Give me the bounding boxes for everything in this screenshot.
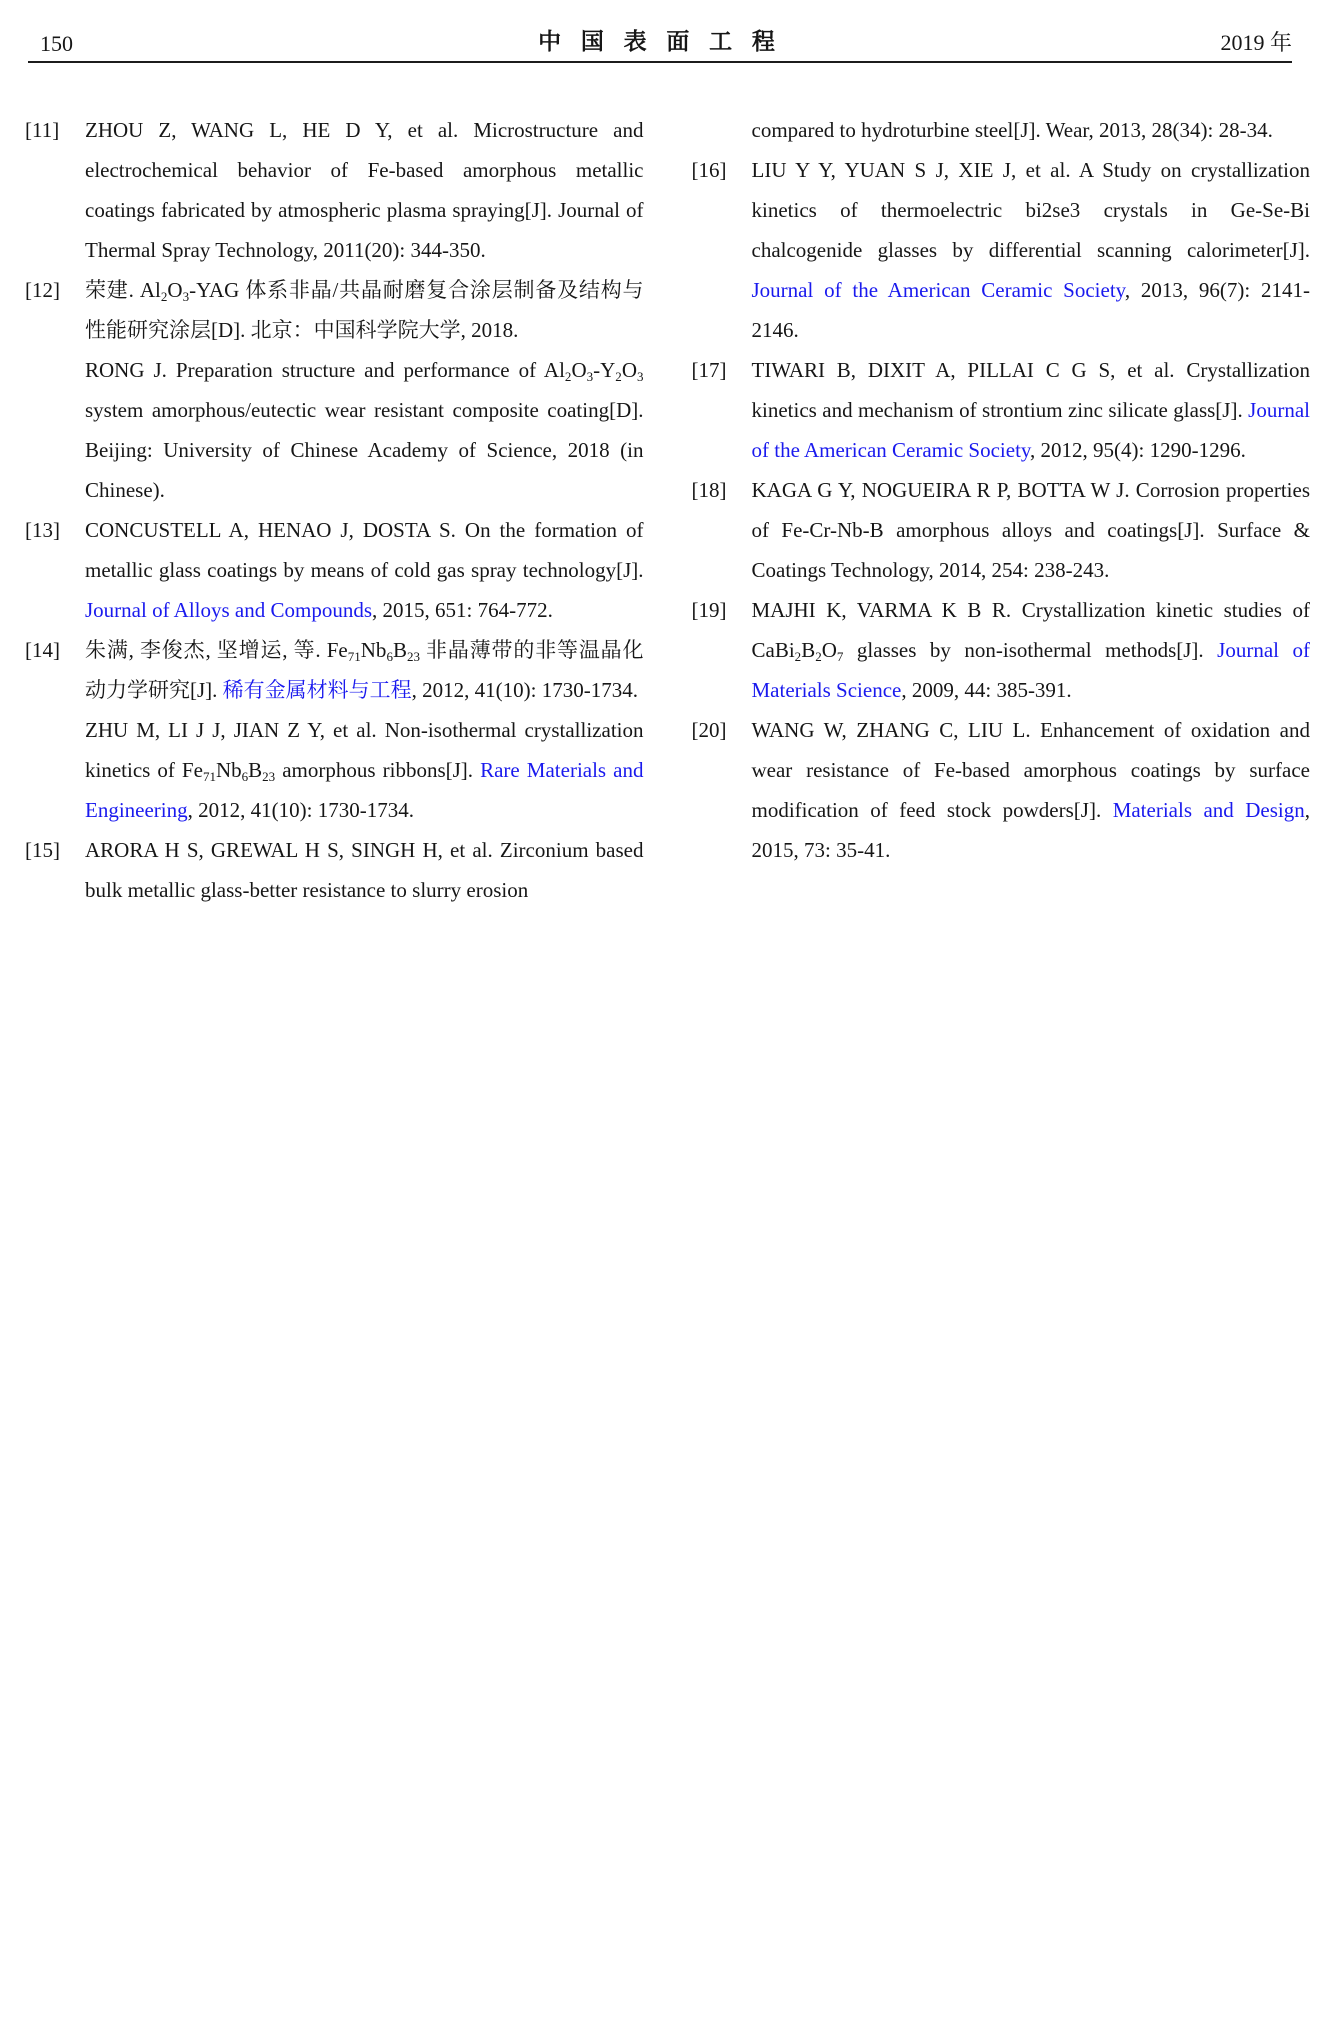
- references-column-right: [692, 110, 1311, 910]
- reference-text-run: system amorphous/eutectic wear resistant composite coating[D]. Beijing: University of Chinese Academy of Science, 2018 (in Chinese).: [85, 398, 644, 502]
- subscript-text: 3: [586, 368, 594, 384]
- reference-paragraph: [85, 710, 644, 830]
- reference-item: [692, 350, 1311, 470]
- reference-number: [19]: [691, 598, 727, 622]
- reference-paragraph: [85, 350, 644, 510]
- reference-text-run: WANG W, ZHANG C, LIU L. Enhancement of oxidation and wear resistance of Fe-based amorphous coatings by surface modification of feed stock powders[J].: [751, 718, 1310, 822]
- journal-link[interactable]: Materials and Design: [1112, 798, 1305, 822]
- reference-text-run: amorphous ribbons[J].: [275, 758, 481, 782]
- reference-body: [752, 350, 1311, 470]
- reference-body: [85, 830, 644, 910]
- journal-title: 中 国 表 面 工 程: [538, 29, 782, 54]
- reference-text-run: glasses by non-isothermal methods[J].: [843, 638, 1218, 662]
- reference-item: [692, 470, 1311, 590]
- reference-text-run: B: [248, 758, 263, 782]
- reference-paragraph: [752, 350, 1311, 470]
- references-section: [0, 63, 1330, 910]
- reference-number: [17]: [691, 358, 727, 382]
- reference-text-run: -Y: [593, 358, 616, 382]
- reference-text-run: 朱满, 李俊杰, 坚增运, 等. Fe: [85, 638, 348, 662]
- reference-text-run: Nb: [215, 758, 242, 782]
- reference-paragraph: [752, 150, 1311, 350]
- reference-body: [85, 630, 644, 830]
- reference-paragraph: [85, 270, 644, 350]
- publication-year: 2019 年: [1220, 30, 1292, 55]
- reference-text-run: MAJHI K, VARMA K B R. Crystallization kinetic studies of CaBi: [751, 598, 1310, 662]
- subscript-text: 71: [202, 768, 216, 784]
- reference-paragraph: [752, 710, 1311, 870]
- journal-link[interactable]: Journal of Materials Science: [751, 638, 1310, 702]
- reference-paragraph: [85, 630, 644, 710]
- reference-number: [18]: [691, 478, 727, 502]
- subscript-text: 23: [406, 648, 420, 664]
- subscript-text: 23: [262, 768, 276, 784]
- running-head: [28, 0, 1292, 63]
- reference-item: [25, 270, 644, 510]
- reference-item: [692, 150, 1311, 350]
- reference-text-run: RONG J. Preparation structure and performance of Al: [85, 358, 565, 382]
- reference-paragraph: [752, 470, 1311, 590]
- reference-text-run: O: [821, 638, 837, 662]
- subscript-text: 7: [836, 648, 844, 664]
- reference-item: [692, 710, 1311, 870]
- reference-text-run: ZHOU Z, WANG L, HE D Y, et al. Microstructure and electrochemical behavior of Fe-based amorphous metallic coatings fabricated by atmospheric plasma spraying[J]. Journal of Thermal Spray Technology, 2011(20): 344-350.: [85, 118, 644, 262]
- reference-text-run: LIU Y Y, YUAN S J, XIE J, et al. A Study on crystallization kinetics of thermoelectric bi2se3 crystals in Ge-Se-Bi chalcogenide glasses by differential scanning calorimeter[J].: [751, 158, 1310, 262]
- reference-item: [25, 630, 644, 830]
- reference-number: [692, 110, 752, 150]
- reference-number: [15]: [25, 838, 60, 862]
- page-number: 150: [40, 31, 73, 56]
- reference-text-run: B: [801, 638, 816, 662]
- reference-text-run: , 2012, 41(10): 1730-1734.: [187, 798, 414, 822]
- reference-item: [25, 510, 644, 630]
- journal-link[interactable]: Journal of the American Ceramic Society: [751, 398, 1310, 462]
- reference-item: [692, 110, 1311, 150]
- subscript-text: 3: [182, 288, 190, 304]
- reference-body: [85, 270, 644, 510]
- reference-text-run: O: [167, 278, 183, 302]
- reference-text-run: , 2012, 95(4): 1290-1296.: [1030, 438, 1246, 462]
- subscript-text: 2: [615, 368, 622, 384]
- reference-text-run: O: [571, 358, 587, 382]
- reference-text-run: , 2013, 96(7): 2141-2146.: [751, 278, 1310, 342]
- subscript-text: 6: [241, 768, 249, 784]
- reference-paragraph: [85, 110, 644, 270]
- journal-link[interactable]: 稀有金属材料与工程: [222, 678, 412, 702]
- journal-link[interactable]: Journal of Alloys and Compounds: [85, 598, 372, 622]
- reference-text-run: ZHU M, LI J J, JIAN Z Y, et al. Non-isothermal crystallization kinetics of Fe: [85, 718, 644, 782]
- reference-body: [85, 510, 644, 630]
- subscript-text: 2: [794, 648, 802, 664]
- reference-paragraph: [85, 510, 644, 630]
- subscript-text: 3: [636, 368, 644, 384]
- reference-text-run: O: [621, 358, 637, 382]
- reference-text-run: B: [392, 638, 407, 662]
- reference-number: [11]: [25, 118, 60, 142]
- reference-paragraph: [752, 110, 1311, 150]
- reference-body: [752, 590, 1311, 710]
- reference-text-run: 非晶薄带的非等温晶化动力学研究[J].: [85, 638, 644, 702]
- reference-text-run: ARORA H S, GREWAL H S, SINGH H, et al. Zirconium based bulk metallic glass-better resistance to slurry erosion: [85, 838, 644, 902]
- reference-body: [752, 710, 1311, 870]
- reference-text-run: -YAG 体系非晶/共晶耐磨复合涂层制备及结构与性能研究涂层[D]. 北京：中国科学院大学, 2018.: [85, 278, 644, 342]
- reference-paragraph: [752, 590, 1311, 710]
- reference-body: [752, 110, 1311, 150]
- reference-number: [20]: [691, 718, 727, 742]
- reference-number: [14]: [25, 638, 60, 662]
- reference-item: [692, 590, 1311, 710]
- reference-number: [13]: [25, 518, 60, 542]
- reference-text-run: , 2015, 73: 35-41.: [751, 798, 1310, 862]
- reference-text-run: 荣建. Al: [85, 278, 161, 302]
- subscript-text: 71: [347, 648, 361, 664]
- reference-text-run: , 2009, 44: 385-391.: [901, 678, 1072, 702]
- reference-number: [12]: [25, 278, 60, 302]
- reference-text-run: TIWARI B, DIXIT A, PILLAI C G S, et al. Crystallization kinetics and mechanism of strontium zinc silicate glass[J].: [751, 358, 1310, 422]
- reference-item: [25, 110, 644, 270]
- journal-link[interactable]: Rare Materials and Engineering: [85, 758, 644, 822]
- reference-text-run: Nb: [360, 638, 387, 662]
- reference-body: [752, 470, 1311, 590]
- subscript-text: 6: [386, 648, 393, 664]
- subscript-text: 2: [564, 368, 572, 384]
- reference-text-run: , 2012, 41(10): 1730-1734.: [411, 678, 638, 702]
- reference-paragraph: [85, 830, 644, 910]
- reference-item: [25, 830, 644, 910]
- subscript-text: 2: [815, 648, 822, 664]
- subscript-text: 2: [160, 288, 168, 304]
- reference-text-run: , 2015, 651: 764-772.: [372, 598, 553, 622]
- reference-text-run: compared to hydroturbine steel[J]. Wear, 2013, 28(34): 28-34.: [751, 118, 1273, 142]
- reference-number: [16]: [691, 158, 727, 182]
- journal-link[interactable]: Journal of the American Ceramic Society: [751, 278, 1125, 302]
- reference-body: [85, 110, 644, 270]
- references-column-left: [25, 110, 644, 910]
- reference-text-run: CONCUSTELL A, HENAO J, DOSTA S. On the formation of metallic glass coatings by means of cold gas spray technology[J].: [85, 518, 644, 582]
- reference-body: [752, 150, 1311, 350]
- reference-text-run: KAGA G Y, NOGUEIRA R P, BOTTA W J. Corrosion properties of Fe-Cr-Nb-B amorphous alloys and coatings[J]. Surface & Coatings Technology, 2014, 254: 238-243.: [751, 478, 1310, 582]
